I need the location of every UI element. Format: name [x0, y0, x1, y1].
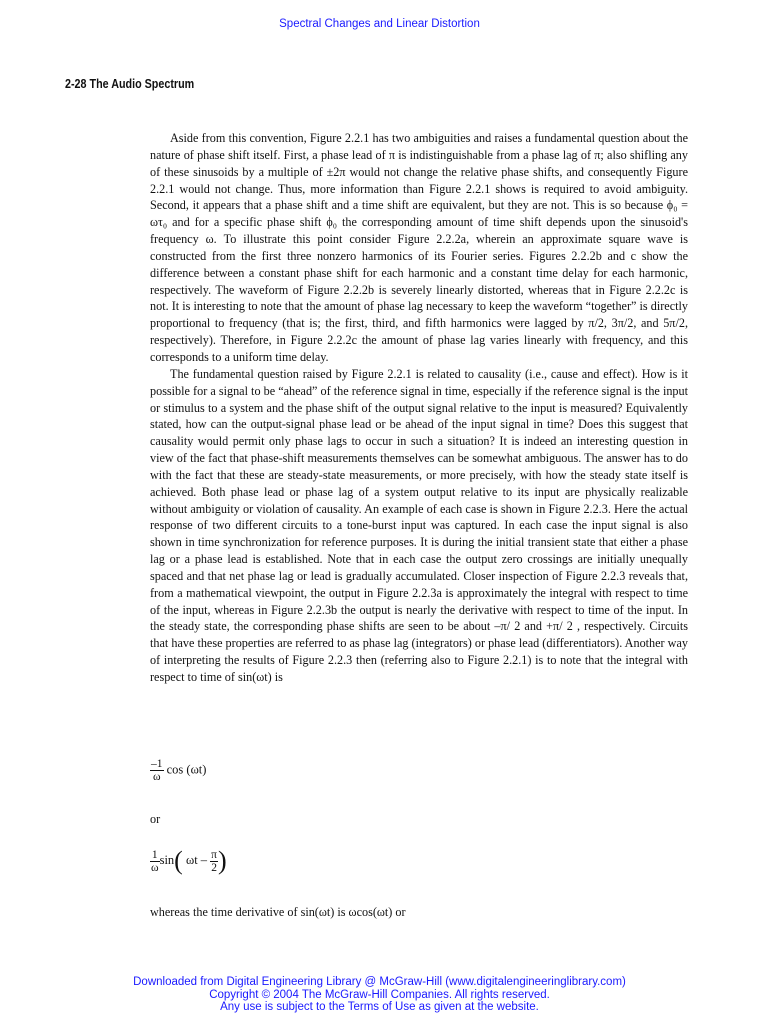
- footer: [0, 976, 759, 1014]
- footer-terms-link[interactable]: Any use is subject to the Terms of Use as given at the website.: [220, 1001, 539, 1013]
- section-header: 2-28 The Audio Spectrum: [65, 77, 195, 91]
- equation-sin-shift: [150, 848, 227, 874]
- body-text: [150, 130, 688, 686]
- whereas-line: whereas the time derivative of sin(ωt) is ωcos(ωt) or: [150, 905, 406, 919]
- fraction-numerator: –1: [151, 758, 163, 770]
- fraction: [150, 758, 164, 783]
- fraction-denominator: ω: [151, 861, 159, 874]
- fraction: [150, 849, 160, 874]
- or-text: or: [150, 812, 161, 826]
- fraction: [210, 849, 218, 874]
- sin-function: sin: [159, 852, 175, 867]
- equation-term: cos (ωt): [166, 762, 207, 777]
- right-paren: ): [217, 846, 227, 875]
- equation-argument: ωt –: [185, 852, 208, 867]
- fraction-numerator: 1: [151, 848, 158, 861]
- paragraph: Aside from this convention, Figure 2.2.1 has two ambiguities and raises a fundamental question about the nature of phase shift itself. First, a phase lead of π is indistinguishable from a phase lag of π; also shifling any of these sinusoids by a multiple of ±2π would not change the relative phase shifts, and consequently Figure 2.2.1 would not change. Thus, more information than Figure 2.2.1 shows is required to avoid ambiguity. Second, it appears that a phase shift and a time shift are equivalent, but they are not. This is so because ϕ₀ = ωτ₀ and for a specific phase shift ϕ₀ the corresponding amount of time shift depends upon the sinusoid's frequency ω. To illustrate this point consider Figure 2.2.2a, wherein an approximate square wave is constructed from the first three nonzero harmonics of its Fourier series. Figures 2.2.2b and c show the difference between a constant phase shift for each harmonic and a constant time delay for each harmonic, respectively. The waveform of Figure 2.2.2b is severely linearly distorted, whereas that in Figure 2.2.2c is not. It is interesting to note that the amount of phase lag necessary to keep the waveform “together” is directly proportional to frequency (that is; the first, third, and fifth harmonics were lagged by π/2, 3π/2, and 5π/2, respectively). Therefore, in Figure 2.2.2c the amount of phase lag varies linearly with frequency, and this corresponds to a uniform time delay.: [150, 131, 688, 364]
- footer-copyright: Copyright © 2004 The McGraw-Hill Companies. All rights reserved.: [209, 988, 550, 1001]
- equation-neg-cos: [150, 758, 206, 783]
- left-paren: (: [174, 846, 183, 875]
- fraction-denominator: 2: [211, 861, 217, 874]
- paragraph: The fundamental question raised by Figure 2.2.1 is related to causality (i.e., cause and effect). How is it possible for a signal to be “ahead” of the reference signal in time, especially if the reference signal is the input or stimulus to a system and the phase shift of the output signal relative to the input is measured? Equivalently stated, how can the output-signal phase lead or be ahead of the input signal in time? Does this suggest that causality would permit only phase lags to occur in such a situation? It is indeed an interesting question in view of the fact that phase-shift measurements themselves can be somewhat ambiguous. The answer has to do with the fact that these are steady-state measurements, or more precisely, with how the steady state itself is achieved. Both phase lead or phase lag of a system output relative to its input are physically realizable without ambiguity or violation of causality. An example of each case is shown in Figure 2.2.3. Here the actual response of two different circuits to a tone-burst input was captured. In each case the input signal is also shown in time synchronization for reference purposes. It is during the initial transient state that either a phase lag or a phase lead is established. Note that in each case the output zero crossings are initially unequally spaced and that net phase lag or lead is gradually accumulated. Closer inspection of Figure 2.2.3 reveals that, from a mathematical viewpoint, the output in Figure 2.2.3a is approximately the integral with respect to time of the input, whereas in Figure 2.2.3b the output is nearly the derivative with respect to time of the input. In the steady state, the corresponding phase shifts are seen to be about –π/ 2 and +π/ 2 , respectively. Circuits that have these properties are referred to as phase lag (integrators) or phase lead (differentiators). Another way of interpreting the results of Figure 2.2.3 then (referring also to Figure 2.2.1) is to note that the integral with respect to time of sin(ωt) is: [150, 366, 688, 684]
- fraction-denominator: ω: [152, 771, 161, 783]
- footer-download-link[interactable]: Downloaded from Digital Engineering Library @ McGraw-Hill (www.digitalengineeringlibrary.com): [133, 976, 626, 988]
- fraction-numerator: π: [211, 848, 217, 861]
- chapter-title-link[interactable]: Spectral Changes and Linear Distortion: [279, 18, 480, 30]
